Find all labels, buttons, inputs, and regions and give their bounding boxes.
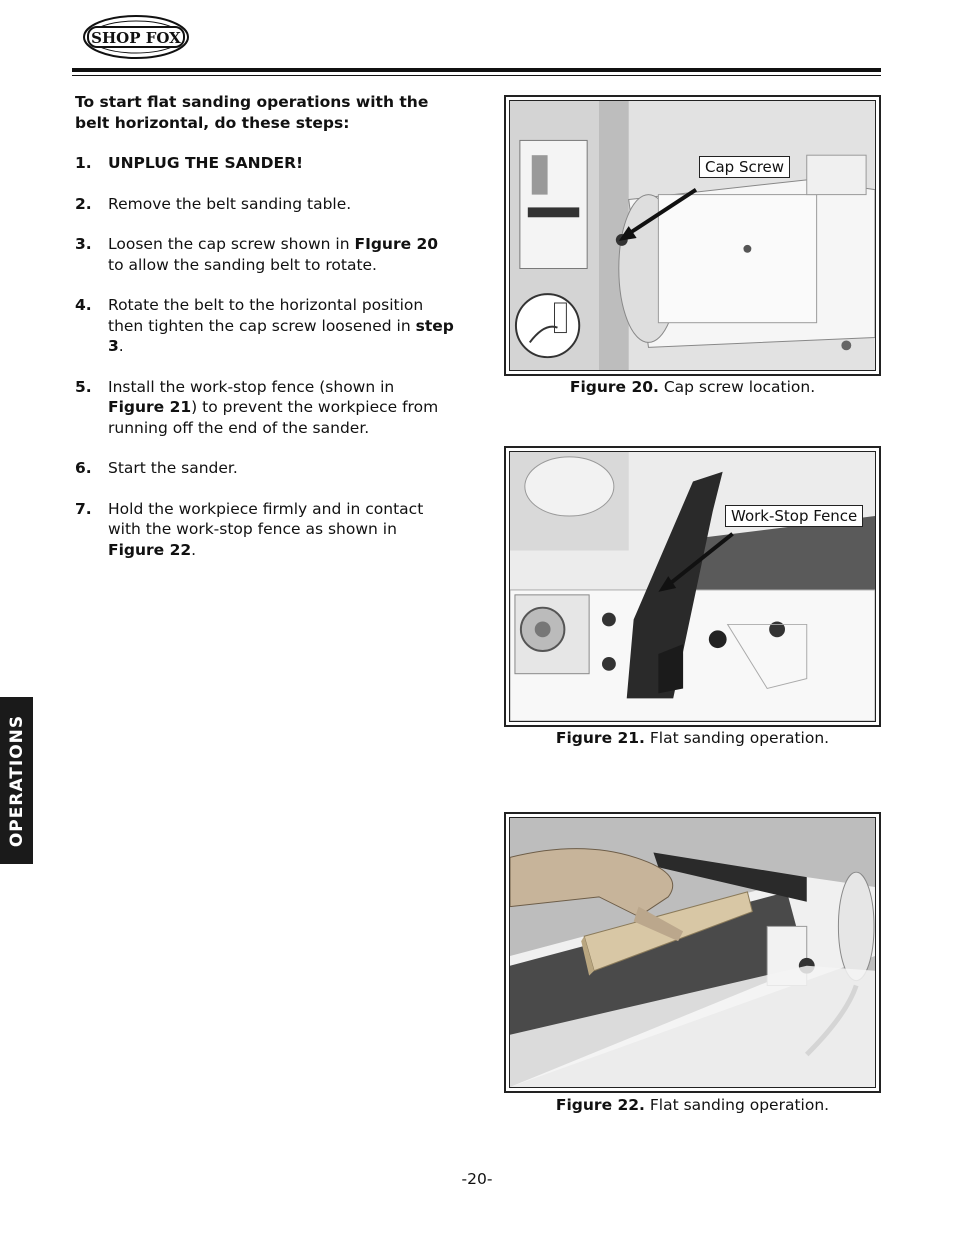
step-number: 4. <box>75 296 92 314</box>
step-text-b: . <box>191 540 197 559</box>
step-text <box>108 234 455 275</box>
step-text-a: Hold the workpiece firmly and in contact with the work-stop fence as shown in <box>108 499 424 538</box>
figure-ref: FIgure 20 <box>354 235 439 253</box>
logo-text: SHOP FOX <box>91 29 181 47</box>
step-text-a: Loosen the cap screw shown in <box>108 235 355 253</box>
caption-text: Flat sanding operation. <box>644 729 830 747</box>
step-number: 7. <box>75 499 92 518</box>
step-text <box>108 499 455 561</box>
figure-22-caption <box>504 1096 881 1114</box>
figure-21-caption <box>504 729 881 747</box>
figure-ref: Figure 21 <box>108 398 192 416</box>
side-tab-label: OPERATIONS <box>6 714 27 847</box>
step-text-b: . <box>118 337 124 355</box>
step-number: 6. <box>75 459 92 477</box>
figure-22 <box>504 812 881 1093</box>
step-text <box>108 295 455 357</box>
step-text-a: Rotate the belt to the horizontal position then tighten the cap screw loosened in <box>108 296 424 335</box>
step-text: UNPLUG THE SANDER! <box>108 154 304 172</box>
caption-label: Figure 22. <box>555 1096 645 1114</box>
instructions <box>75 92 455 580</box>
figure-20-caption <box>504 378 881 396</box>
step-text: Remove the belt sanding table. <box>108 194 352 213</box>
step-text-a: Install the work-stop fence (shown in <box>108 377 395 396</box>
step-number: 3. <box>75 235 92 253</box>
callout-work-stop-fence: Work-Stop Fence <box>725 505 863 527</box>
step-number: 2. <box>75 194 92 213</box>
step-6 <box>75 458 455 479</box>
step-number: 1. <box>75 154 92 172</box>
figure-21 <box>504 446 881 727</box>
figure-20 <box>504 95 881 376</box>
step-5 <box>75 377 455 439</box>
caption-label: Figure 21. <box>555 729 645 747</box>
callout-cap-screw: Cap Screw <box>699 156 790 178</box>
step-text-b: to allow the sanding belt to rotate. <box>108 255 377 274</box>
step-text: Start the sander. <box>108 459 238 477</box>
figure-ref: Figure 22 <box>108 540 192 559</box>
header-rule-thin <box>72 75 881 76</box>
intro-text: To start flat sanding operations with the belt horizontal, do these steps: <box>75 93 429 132</box>
step-4 <box>75 295 455 357</box>
step-number: 5. <box>75 377 92 396</box>
caption-text: Flat sanding operation. <box>644 1096 830 1114</box>
figure-22-photo <box>509 817 876 1088</box>
shop-fox-logo <box>82 14 190 60</box>
steps-list <box>75 153 455 560</box>
step-text <box>108 377 455 439</box>
operations-side-tab <box>0 697 33 864</box>
caption-text: Cap screw location. <box>658 378 816 396</box>
figure-21-photo <box>509 451 876 722</box>
header-rule <box>72 68 881 72</box>
step-7 <box>75 499 455 561</box>
caption-label: Figure 20. <box>569 378 659 396</box>
step-ref: step 3 <box>108 316 454 355</box>
page-number: -20- <box>461 1170 493 1188</box>
step-text-b: ) to prevent the workpiece from running off the end of the sander. <box>108 398 439 437</box>
step-3 <box>75 234 455 275</box>
figure-20-photo <box>509 100 876 371</box>
step-1 <box>75 153 455 174</box>
step-2 <box>75 194 455 215</box>
